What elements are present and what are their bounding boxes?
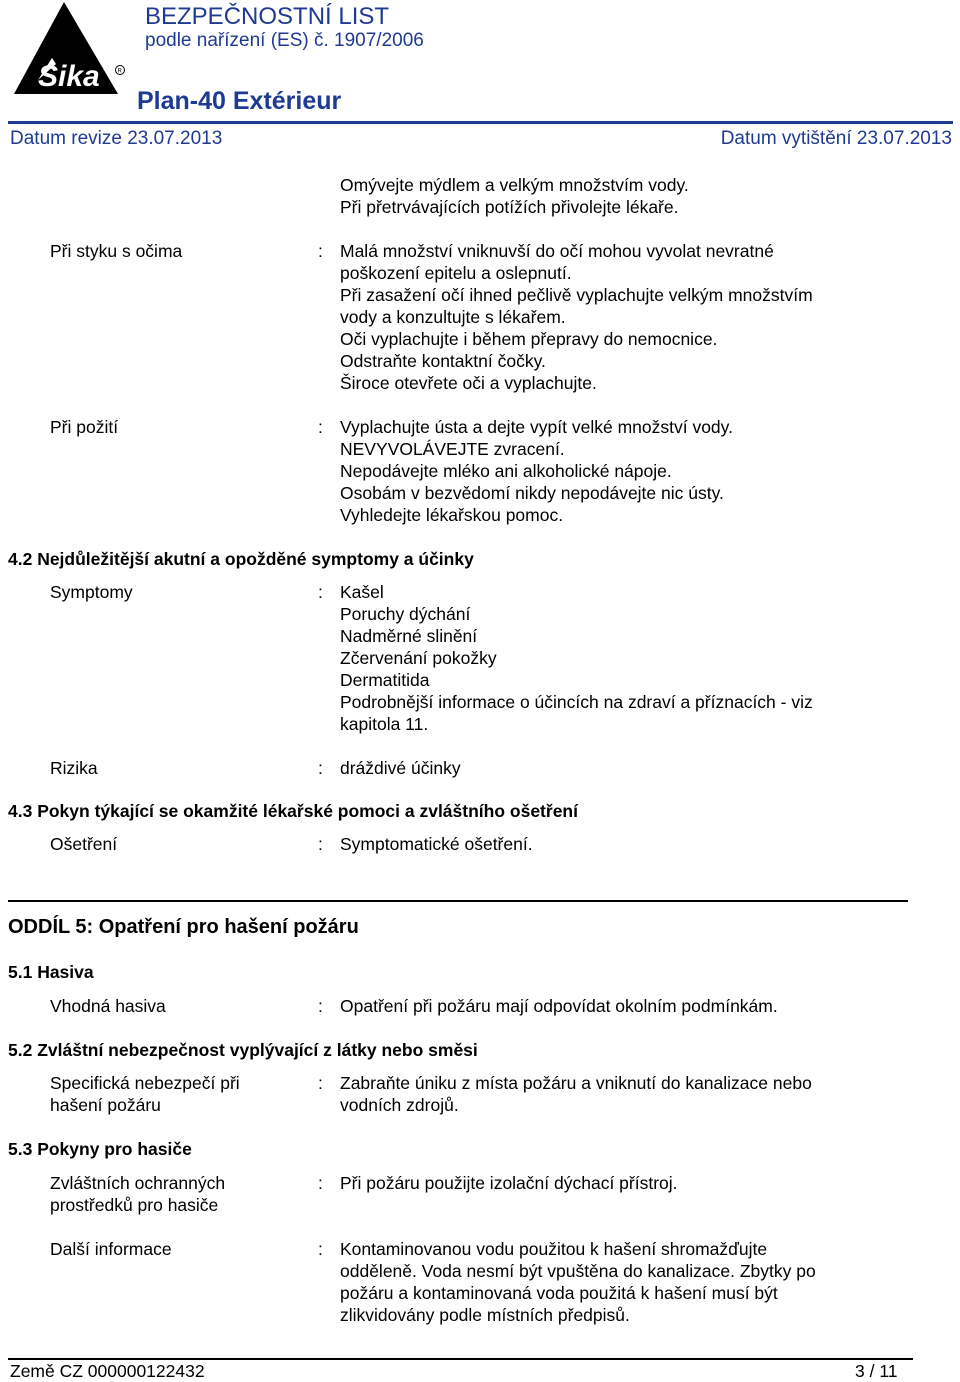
colon: : [318,1073,323,1093]
colon: : [318,417,323,437]
specific-hazards-label: Specifická nebezpečí při hašení požáru [50,1073,240,1115]
skin-contact-continued: Omývejte mýdlem a velkým množstvím vody. Při přetrvávajících potížích přivolejte lékaře. [340,175,689,217]
svg-text:R: R [117,68,122,75]
print-date: Datum vytištění 23.07.2013 [720,128,952,149]
section-5-title: ODDÍL 5: Opatření pro hašení požáru [8,916,359,938]
colon: : [318,1173,323,1193]
specific-hazards-value: Zabraňte úniku z místa požáru a vniknutí do kanalizace nebo vodních zdrojů. [340,1073,812,1115]
colon: : [318,582,323,602]
colon: : [318,1239,323,1259]
further-info-value: Kontaminovanou vodu použitou k hašení shromažďujte odděleně. Voda nesmí být vpuštěna do kanalizace. Zbytky po požáru a kontaminovaná voda použitá k hašení musí být zlikvidovány podle místních předpisů. [340,1239,816,1325]
extinguishing-media-label: Vhodná hasiva [50,996,166,1016]
subsection-4-3-heading: 4.3 Pokyn týkající se okamžité lékařské pomoci a zvláštního ošetření [8,801,578,821]
subsection-5-3-heading: 5.3 Pokyny pro hasiče [8,1139,192,1159]
subsection-4-2-heading: 4.2 Nejdůležitější akutní a opožděné symptomy a účinky [8,549,474,569]
eyes-value: Malá množství vniknuvší do očí mohou vyvolat nevratné poškození epitelu a oslepnutí. Při zasažení očí ihned pečlivě vyplachujte velkým množstvím vody a konzultujte s lékařem. Oči vyplachujte i během přepravy do nemocnice. Odstraňte kontaktní čočky. Široce otevřete oči a vyplachujte. [340,241,813,393]
extinguishing-media-value: Opatření při požáru mají odpovídat okolním podmínkám. [340,996,778,1016]
section-divider [8,900,908,902]
document-subtitle: podle nařízení (ES) č. 1907/2006 [145,30,424,51]
product-name: Plan-40 Extérieur [137,87,342,115]
revision-date: Datum revize 23.07.2013 [10,128,223,149]
symptoms-value: Kašel Poruchy dýchání Nadměrné slinění Zčervenání pokožky Dermatitida Podrobnější informace o účincích na zdraví a příznacích - viz kapitola 11. [340,582,813,734]
colon: : [318,996,323,1016]
ppe-label: Zvláštních ochranných prostředků pro hasiče [50,1173,226,1215]
risks-label: Rizika [50,758,98,778]
footer-doc-id: Země CZ 000000122432 [10,1361,205,1381]
header-divider [8,121,953,124]
treatment-label: Ošetření [50,834,118,854]
subsection-5-2-heading: 5.2 Zvláštní nebezpečnost vyplývající z látky nebo směsi [8,1040,478,1060]
colon: : [318,758,323,778]
page-number: 3 / 11 [855,1361,898,1381]
symptoms-label: Symptomy [50,582,133,602]
colon: : [318,834,323,854]
svg-text:Sika: Sika [38,60,100,93]
ppe-value: Při požáru použijte izolační dýchací přístroj. [340,1173,678,1193]
treatment-value: Symptomatické ošetření. [340,834,533,854]
sika-logo [8,0,126,98]
eyes-label: Při styku s očima [50,241,183,261]
colon: : [318,241,323,261]
subsection-5-1-heading: 5.1 Hasiva [8,962,94,982]
risks-value: dráždivé účinky [340,758,461,778]
document-title: BEZPEČNOSTNÍ LIST [145,3,390,30]
further-info-label: Další informace [50,1239,172,1259]
ingestion-value: Vyplachujte ústa a dejte vypít velké množství vody. NEVYVOLÁVEJTE zvracení. Nepodávejte mléko ani alkoholické nápoje. Osobám v bezvědomí nikdy nepodávejte nic ústy. Vyhledejte lékařskou pomoc. [340,417,733,525]
ingestion-label: Při požití [50,417,119,437]
